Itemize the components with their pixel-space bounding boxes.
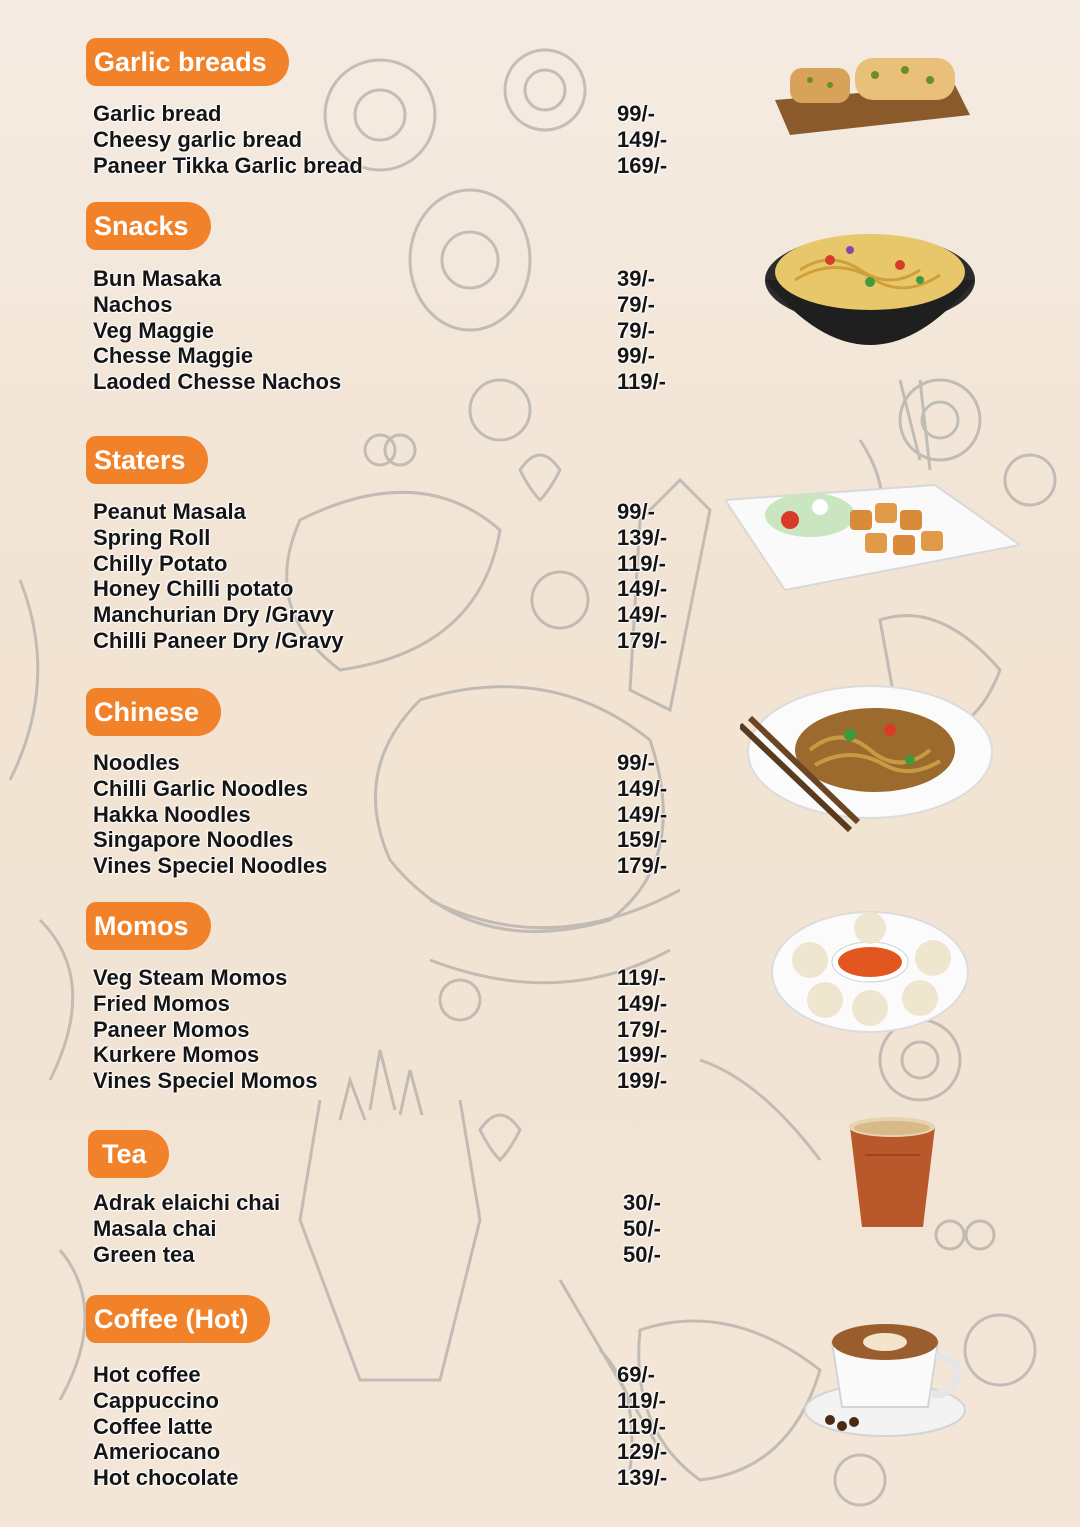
- menu-item: [93, 1216, 693, 1242]
- item-name: Cappuccino: [93, 1387, 219, 1413]
- item-name: Chilli Garlic Noodles: [93, 775, 309, 801]
- item-price: 149/-: [617, 990, 668, 1016]
- item-name: Veg Maggie: [93, 317, 215, 343]
- section-title-momos: Momos: [86, 902, 211, 950]
- menu-list-snacks: [93, 266, 693, 395]
- item-name: Paneer Momos: [93, 1016, 250, 1042]
- item-price: 50/-: [623, 1241, 661, 1267]
- garlic-bread-photo-icon: [765, 40, 975, 140]
- menu-item: [93, 853, 693, 879]
- item-price: 79/-: [617, 291, 655, 317]
- item-price: 79/-: [617, 317, 655, 343]
- section-title-tea: Tea: [88, 1130, 169, 1178]
- item-name: Veg Steam Momos: [93, 965, 288, 990]
- menu-item: [93, 776, 693, 802]
- item-price: 169/-: [617, 152, 668, 178]
- item-name: Green tea: [93, 1241, 195, 1267]
- item-name: Hot chocolate: [93, 1465, 239, 1491]
- menu-item: [93, 1242, 693, 1268]
- item-price: 179/-: [617, 1016, 668, 1042]
- item-price: 119/-: [617, 965, 666, 990]
- section-title-snacks: Snacks: [86, 202, 211, 250]
- menu-item: [93, 266, 693, 292]
- section-title-garlic-breads: Garlic breads: [86, 38, 289, 86]
- menu-item: [93, 1190, 693, 1216]
- menu-item: [93, 1414, 693, 1440]
- item-price: 30/-: [623, 1190, 661, 1215]
- menu-item: [93, 1017, 693, 1043]
- item-price: 99/-: [617, 750, 655, 775]
- menu-list-tea: [93, 1190, 693, 1267]
- item-price: 119/-: [617, 1387, 666, 1413]
- item-name: Garlic bread: [93, 101, 222, 126]
- item-price: 119/-: [617, 550, 666, 576]
- menu-item: [93, 750, 693, 776]
- menu-item: [93, 576, 693, 602]
- item-price: 149/-: [617, 602, 668, 628]
- menu-list-momos: [93, 965, 693, 1094]
- item-price: 149/-: [617, 801, 668, 827]
- item-name: Masala chai: [93, 1215, 217, 1241]
- item-name: Cheesy garlic bread: [93, 126, 303, 152]
- item-price: 199/-: [617, 1042, 668, 1068]
- item-name: Fried Momos: [93, 990, 230, 1016]
- item-price: 50/-: [623, 1215, 661, 1241]
- item-price: 179/-: [617, 853, 668, 879]
- noodles-plate-chopsticks-photo-icon: [740, 680, 995, 835]
- menu-item: [93, 1068, 693, 1094]
- item-price: 149/-: [617, 576, 668, 602]
- menu-item: [93, 802, 693, 828]
- item-name: Hakka Noodles: [93, 801, 251, 827]
- item-price: 119/-: [617, 369, 666, 395]
- menu-list-chinese: [93, 750, 693, 879]
- item-price: 99/-: [617, 499, 655, 524]
- menu-item: [93, 1388, 693, 1414]
- paneer-tikka-plate-photo-icon: [725, 455, 1020, 595]
- menu-item: [93, 343, 693, 369]
- item-price: 119/-: [617, 1413, 666, 1439]
- menu-item: [93, 1042, 693, 1068]
- item-price: 39/-: [617, 266, 655, 291]
- coffee-cup-photo-icon: [800, 1312, 970, 1440]
- menu-item: [93, 1439, 693, 1465]
- item-name: Manchurian Dry /Gravy: [93, 602, 334, 628]
- item-name: Coffee latte: [93, 1413, 213, 1439]
- kulhad-chai-photo-icon: [845, 1115, 940, 1230]
- section-title-chinese: Chinese: [86, 688, 221, 736]
- item-name: Chilli Paneer Dry /Gravy: [93, 627, 344, 653]
- item-name: Paneer Tikka Garlic bread: [93, 152, 363, 178]
- menu-item: [93, 965, 693, 991]
- menu-item: [93, 499, 693, 525]
- item-name: Adrak elaichi chai: [93, 1190, 281, 1215]
- item-price: 69/-: [617, 1362, 655, 1387]
- menu-item: [93, 602, 693, 628]
- item-name: Ameriocano: [93, 1439, 221, 1465]
- menu-item: [93, 628, 693, 654]
- item-name: Hot coffee: [93, 1362, 201, 1387]
- menu-item: [93, 369, 693, 395]
- section-title-coffee-hot: Coffee (Hot): [86, 1295, 270, 1343]
- menu-item: [93, 101, 693, 127]
- item-name: Peanut Masala: [93, 499, 246, 524]
- menu-item: [93, 1362, 693, 1388]
- menu-item: [93, 827, 693, 853]
- item-price: 149/-: [617, 126, 668, 152]
- menu-list-coffee-hot: [93, 1362, 693, 1491]
- menu-item: [93, 991, 693, 1017]
- menu-item: [93, 153, 693, 179]
- menu-list-staters: [93, 499, 693, 654]
- menu-item: [93, 127, 693, 153]
- item-name: Honey Chilli potato: [93, 576, 294, 602]
- item-name: Vines Speciel Momos: [93, 1068, 318, 1094]
- item-price: 139/-: [617, 524, 668, 550]
- item-name: Noodles: [93, 750, 180, 775]
- momos-plate-photo-icon: [770, 910, 970, 1035]
- item-name: Bun Masaka: [93, 266, 222, 291]
- section-title-staters: Staters: [86, 436, 208, 484]
- menu-item: [93, 318, 693, 344]
- item-name: Vines Speciel Noodles: [93, 853, 328, 879]
- item-price: 99/-: [617, 101, 655, 126]
- noodles-bowl-photo-icon: [760, 210, 980, 380]
- item-price: 99/-: [617, 343, 655, 369]
- item-price: 159/-: [617, 827, 668, 853]
- item-name: Kurkere Momos: [93, 1042, 260, 1068]
- menu-item: [93, 292, 693, 318]
- menu-item: [93, 1465, 693, 1491]
- menu-item: [93, 551, 693, 577]
- item-price: 149/-: [617, 775, 668, 801]
- item-price: 199/-: [617, 1068, 668, 1094]
- item-price: 179/-: [617, 627, 668, 653]
- item-price: 129/-: [617, 1439, 668, 1465]
- item-name: Laoded Chesse Nachos: [93, 369, 342, 395]
- item-name: Chilly Potato: [93, 550, 228, 576]
- item-name: Chesse Maggie: [93, 343, 254, 369]
- menu-item: [93, 525, 693, 551]
- item-name: Nachos: [93, 291, 173, 317]
- item-name: Singapore Noodles: [93, 827, 294, 853]
- item-name: Spring Roll: [93, 524, 211, 550]
- item-price: 139/-: [617, 1465, 668, 1491]
- menu-list-garlic-breads: [93, 101, 693, 178]
